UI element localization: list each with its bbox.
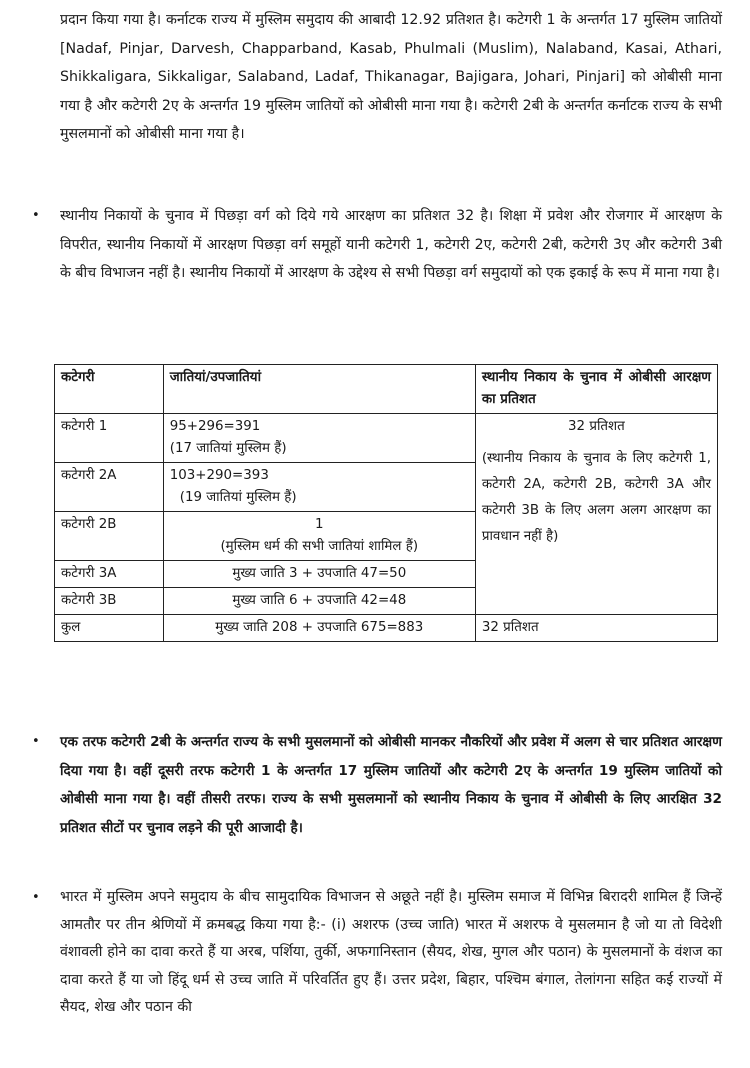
table-row — [55, 414, 718, 463]
reservation-table — [54, 364, 718, 642]
header-castes: जातियां/उपजातियां — [163, 365, 475, 414]
row-castes: मुख्य जाति 6 + उपजाति 42=48 — [163, 588, 475, 615]
header-percent: स्थानीय निकाय के चुनाव में ओबीसी आरक्षण का प्रतिशत — [475, 365, 717, 414]
merged-note: (स्थानीय निकाय के चुनाव के लिए कटेगरी 1, कटेगरी 2A, कटेगरी 2B, कटेगरी 3A और कटेगरी 3B के लिए अलग अलग आरक्षण का प्रावधान नहीं है) — [481, 451, 711, 544]
row-category: कटेगरी 2A — [55, 463, 164, 512]
row-castes — [163, 512, 475, 561]
row-category: कटेगरी 2B — [55, 512, 164, 561]
paragraph-muslim-obc-summary: एक तरफ कटेगरी 2बी के अन्तर्गत राज्य के सभी मुसलमानों को ओबीसी मानकर नौकरियों और प्रवेश में अलग से चार प्रतिशत आरक्षण दिया गया है। वहीं दूसरी तरफ कटेगरी 1 के अन्तर्गत 17 मुस्लिम जातियों और कटेगरी 2ए के अन्तर्गत 19 मुस्लिम जातियों को ओबीसी माना गया है। वहीं तीसरी तरफ। राज्य के सभी मुसलमानों को स्थानीय निकाय के चुनाव में ओबीसी के लिए आरक्षित 32 प्रतिशत सीटों पर चुनाव लड़ने की पूरी आजादी है। — [60, 734, 722, 836]
row-castes — [163, 414, 475, 463]
total-label: कुल — [55, 615, 164, 642]
merged-percent: 32 प्रतिशत — [568, 419, 625, 434]
castes-note: (17 जातियां मुस्लिम हैं) — [169, 441, 287, 456]
castes-note: (मुस्लिम धर्म की सभी जातियां शामिल हैं) — [220, 539, 419, 554]
paragraph-local-bodies: स्थानीय निकायों के चुनाव में पिछड़ा वर्ग को दिये गये आरक्षण का प्रतिशत 32 है। शिक्षा में प्रवेश और रोजगार में आरक्षण के विपरीत, स्थानीय निकायों में आरक्षण पिछड़ा वर्ग समूहों यानी कटेगरी 1, कटेगरी 2ए, कटेगरी 2बी, कटेगरी 3ए और कटेगरी 3बी के बीच विभाजन नहीं है। स्थानीय निकायों में आरक्षण के उद्देश्य से सभी पिछड़ा वर्ग समुदायों को एक इकाई के रूप में माना गया है। — [60, 208, 722, 282]
row-category: कटेगरी 3A — [55, 561, 164, 588]
row-castes: मुख्य जाति 3 + उपजाति 47=50 — [163, 561, 475, 588]
bullet-icon: • — [32, 734, 40, 749]
table-header-row — [55, 365, 718, 414]
row-category: कटेगरी 1 — [55, 414, 164, 463]
row-castes — [163, 463, 475, 512]
bullet-icon: • — [32, 890, 40, 905]
castes-note: (19 जातियां मुस्लिम हैं) — [179, 490, 297, 505]
merged-percent-cell — [475, 414, 717, 615]
paragraph-karnataka-obc: प्रदान किया गया है। कर्नाटक राज्य में मुस्लिम समुदाय की आबादी 12.92 प्रतिशत है। कटेगरी 1 के अन्तर्गत 17 मुस्लिम जातियों [Nadaf, Pinjar, Darvesh, Chapparband, Kasab, Phulmali (Muslim), Nalaband, Kasai, Athari, Shikkaligara, Sikkaligar, Salaband, Ladaf, Thikanagar, Bajigara, Johari, Pinjari] को ओबीसी माना गया है और कटेगरी 2ए के अन्तर्गत 19 मुस्लिम जातियों को ओबीसी माना गया है। कटेगरी 2बी के अन्तर्गत कर्नाटक राज्य के सभी मुसलमानों को ओबीसी माना गया है। — [60, 12, 722, 143]
castes-count: 103+290=393 — [169, 468, 269, 483]
castes-count: 1 — [315, 517, 324, 532]
row-category: कटेगरी 3B — [55, 588, 164, 615]
total-percent: 32 प्रतिशत — [475, 615, 717, 642]
castes-count: 95+296=391 — [169, 419, 261, 434]
total-castes: मुख्य जाति 208 + उपजाति 675=883 — [163, 615, 475, 642]
header-category: कटेगरी — [55, 365, 164, 414]
bullet-icon: • — [32, 208, 40, 223]
table-total-row — [55, 615, 718, 642]
paragraph-muslim-social-divisions: भारत में मुस्लिम अपने समुदाय के बीच सामुदायिक विभाजन से अछूते नहीं है। मुस्लिम समाज में विभिन्न बिरादरी शामिल हैं जिन्हें आमतौर पर तीन श्रेणियों में क्रमबद्ध किया गया है:- (i) अशरफ (उच्च जाति) भारत में अशरफ वे मुसलमान है जो या तो विदेशी वंशावली होने का दावा करते हैं या अरब, पर्शिया, तुर्की, अफगानिस्तान (सैयद, शेख, मुगल और पठान) के मुसलमानों के वंशज का दावा करते हैं या जो हिंदू धर्म से उच्च जाति में परिवर्तित हुए हैं। उत्तर प्रदेश, बिहार, पश्चिम बंगाल, तेलांगना सहित कई राज्यों में सैयद, शेख और पठान की — [60, 889, 722, 1016]
